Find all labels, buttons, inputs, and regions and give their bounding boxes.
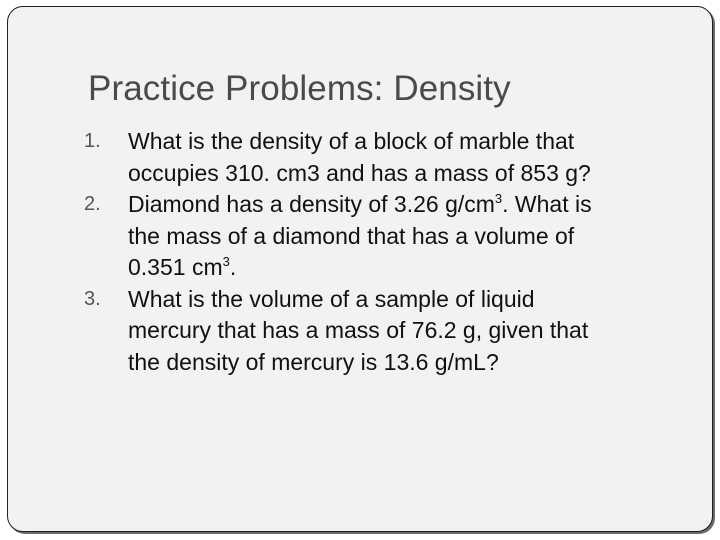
problem-number-2: 2. [84, 193, 101, 215]
superscript-exponent: 3 [222, 254, 230, 269]
problem-1-line-2: occupies 310. cm3 and has a mass of 853 g? [128, 159, 591, 186]
problem-3-line-1: What is the volume of a sample of liquid [128, 285, 535, 312]
problem-3-line-2: mercury that has a mass of 76.2 g, given that [128, 317, 589, 343]
problem-2-line-3-text: 0.351 cm [128, 254, 223, 280]
slide [7, 6, 713, 532]
problem-3-line-3: the density of mercury is 13.6 g/mL? [128, 348, 499, 375]
problem-2-line-1-text: Diamond has a density of 3.26 g/cm [128, 191, 495, 217]
problem-2-line-1 [128, 189, 684, 221]
problem-2-line-2: the mass of a diamond that has a volume of [128, 222, 575, 249]
superscript-exponent: 3 [494, 191, 503, 206]
problem-2-line-3 [128, 252, 684, 284]
problem-item-3 [84, 284, 684, 379]
problem-1-line-1: What is the density of a block of marble that [128, 128, 575, 154]
problem-2-line-1-tail: . What is [502, 191, 592, 217]
problem-number-3: 3. [84, 287, 101, 310]
problem-list [84, 126, 684, 378]
problem-2-line-3-tail: . [229, 254, 237, 280]
problem-item-2 [84, 189, 684, 284]
problem-item-1 [84, 126, 684, 189]
slide-title: Practice Problems: Density [88, 69, 511, 108]
problem-number-1: 1. [84, 130, 101, 152]
